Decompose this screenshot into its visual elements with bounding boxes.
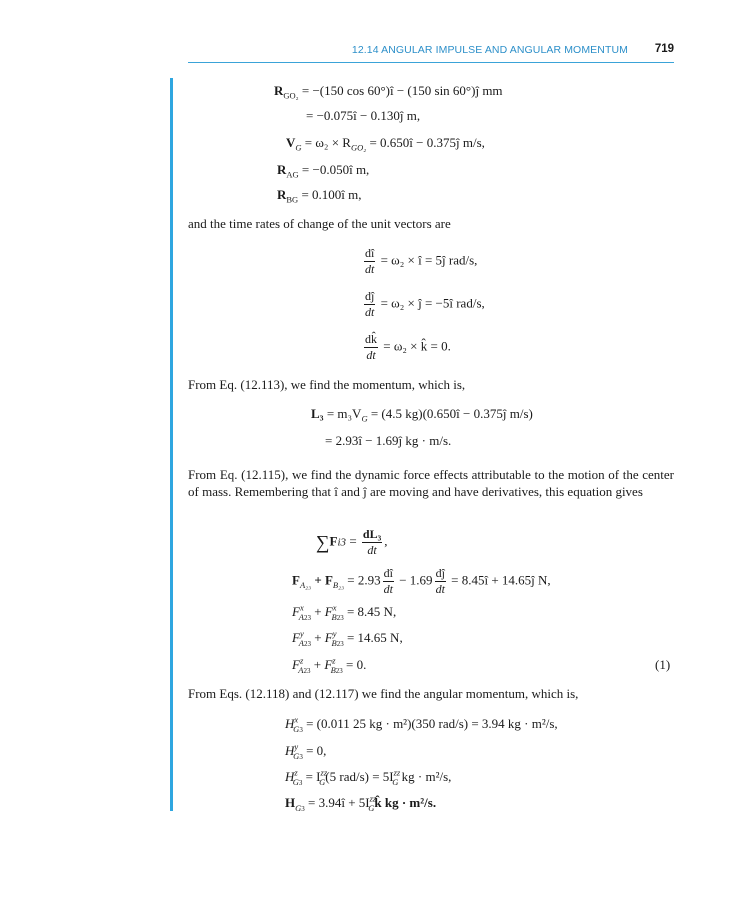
eq-r-bg: $R_{BG}$ = 0.100î m,: [277, 187, 362, 205]
eq-r-go2-value: = −0.075î − 0.130ĵ m,: [306, 108, 421, 123]
eq-momentum-value: = 2.93î − 1.69ĵ kg · m/s.: [325, 433, 452, 448]
section-title: 12.14 ANGULAR IMPULSE AND ANGULAR MOMENTUM: [351, 44, 628, 56]
eq-h-y: $H^y_{G3} = 0$,: [285, 741, 327, 761]
paragraph-momentum: From Eq. (12.113), we find the momentum, which is,: [188, 377, 466, 392]
eq-sum-forces: ∑Fi3 = $\frac{\text{dL₃}}{dt}$ ,: [316, 527, 388, 557]
eq-force-total: $F_{A_{23}} + F_{B_{23}} = 2.93$ $\frac{dî}{dt}$ − 1.69 $\frac{dĵ}{dt}$ = 8.45î + 14.65ĵ N,: [292, 566, 551, 596]
page-number: 719: [654, 43, 674, 55]
eq-force-y: $F^y_{A23} + F^y_{B23} = 14.65$ N,: [292, 628, 403, 648]
margin-bar: [170, 78, 173, 811]
eq-dj-dt: $\frac{dĵ}{dt}$ = ω₂ × ĵ = −5î rad/s,: [365, 289, 485, 319]
paragraph-angular-momentum: From Eqs. (12.118) and (12.117) we find the angular momentum, which is,: [188, 686, 579, 701]
equation-number: (1): [655, 657, 671, 672]
running-header: [188, 44, 674, 63]
eq-h-z: $H^z_{G3} = I^{zz}_G(5$ $rad/s) = 5I^{zz}_G$ kg · m²/s,: [285, 767, 452, 787]
eq-r-ag: $R_{AG}$ = −0.050î m,: [277, 162, 370, 180]
eq-momentum: $L_3 = m_3V_G = (4.5$ kg)(0.650î − 0.375ĵ m/s): [311, 406, 533, 424]
eq-v-g: $V_G = \omega_2 \times R_{GO_2}$ = 0.650î − 0.375ĵ m/s,: [286, 135, 485, 153]
eq-h-g: $H_{G3}$ = 3.94î + $5I^{zz}_Gk̂$ kg · m²/s.: [285, 793, 437, 813]
eq-h-x: $H^x_{G3} = (0.011$ 25 kg · m²)(350 rad/s) = 3.94 kg · m²/s,: [285, 714, 558, 734]
eq-di-dt: $\frac{dî}{dt}$ = ω₂ × î = 5ĵ rad/s,: [365, 246, 478, 276]
paragraph-unit-vectors: and the time rates of change of the unit vectors are: [188, 216, 451, 231]
eq-r-go2: $R_{GO_2} = -(150$ cos 60°)î − (150 sin 60°)ĵ mm: [274, 83, 503, 101]
eq-force-x: $F^x_{A23} + F^x_{B23} = 8.45$ N,: [292, 602, 397, 622]
eq-force-z: $F^z_{A23} + F^z_{B23} = 0$.: [292, 655, 367, 675]
eq-dk-dt: $\frac{dk̂}{dt}$ = ω₂ × k̂ = 0.: [365, 332, 451, 362]
paragraph-dynamic-force: From Eq. (12.115), we find the dynamic force effects attributable to the motion of the center of mass. Remembering that î and ĵ are moving and have derivatives, this equation gives: [188, 467, 674, 499]
